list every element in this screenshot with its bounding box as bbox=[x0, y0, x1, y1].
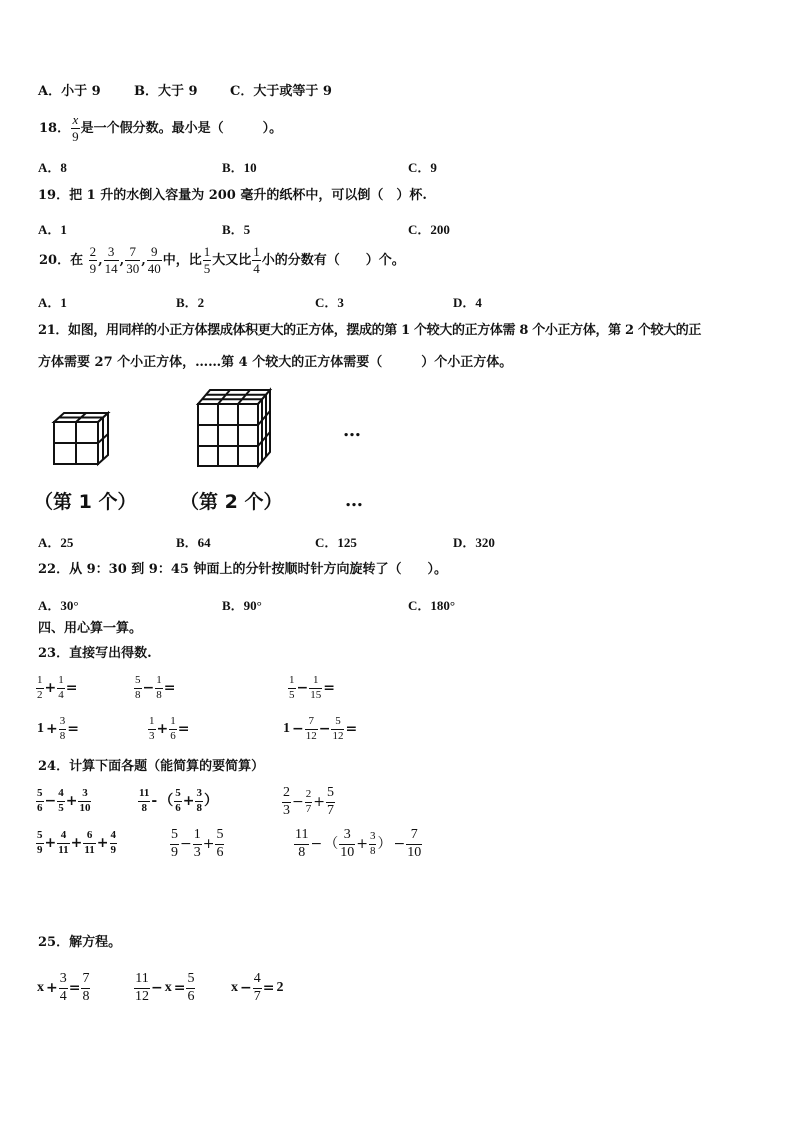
q23-expr-3: $\frac{1}{5}$ − $\frac{1}{15}$ = bbox=[289, 674, 335, 701]
fraction: $\frac{7}{10}$ bbox=[407, 827, 422, 860]
figure-label-2: （第 2 个） bbox=[180, 491, 283, 513]
q24-expr-2: $\frac{11}{8}$ - （ $\frac{5}{6}$ + $\frac{3}{8}$ ） bbox=[139, 787, 218, 814]
q24-expr-4: $\frac{5}{9}$ + $\frac{4}{11}$ + $\frac{6}{11}$ + $\frac{4}{9}$ bbox=[37, 829, 117, 856]
fraction: $\frac{7}{8}$ bbox=[82, 971, 90, 1004]
q21-option-d: D．320 bbox=[453, 535, 495, 550]
q23-expr-6: 1 − $\frac{7}{12}$ − $\frac{5}{12}$ = bbox=[283, 715, 358, 742]
fraction: $\frac{3}{8}$ bbox=[59, 715, 66, 742]
q19-question: 19．把 1 升的水倒入容量为 200 毫升的纸杯中，可以倒（ ）杯. bbox=[38, 188, 427, 203]
q22-option-a: A．30° bbox=[38, 598, 79, 613]
q18-option-c: C．9 bbox=[408, 160, 437, 175]
fraction: $\frac{11}{8}$ bbox=[139, 787, 150, 814]
fraction: $\frac{5}{9}$ bbox=[37, 829, 43, 856]
q20-option-a: A．1 bbox=[38, 295, 67, 310]
q22-question: 22．从 9：30 到 9：45 钟面上的分针按顺时针方向旋转了（ ）。 bbox=[38, 562, 447, 577]
fraction: $\frac{1}{5}$ bbox=[289, 674, 295, 701]
q23-title: 23．直接写出得数. bbox=[38, 646, 152, 661]
fraction: $\frac{1}{4}$ bbox=[58, 674, 64, 701]
fraction: $\frac{2}{3}$ bbox=[283, 785, 290, 818]
fraction: $\frac{1}{15}$ bbox=[310, 674, 322, 701]
q21-question-line1: 21．如图，用同样的小正方体摆成体积更大的正方体，摆成的第 1 个较大的正方体需 8 个小正方体，第 2 个较大的正 bbox=[38, 323, 702, 338]
fraction: $\frac{9}{40}$ bbox=[147, 244, 161, 276]
fraction: $\frac{6}{11}$ bbox=[84, 829, 95, 856]
q21-question-line2: 方体需要 27 个小正方体，……第 4 个较大的正方体需要（ ）个小正方体。 bbox=[38, 355, 513, 370]
q24-title: 24．计算下面各题（能简算的要简算） bbox=[38, 759, 265, 774]
figure-ellipsis-bottom: … bbox=[345, 490, 363, 511]
figure-ellipsis-top: … bbox=[343, 420, 361, 441]
q22-option-b: B．90° bbox=[222, 598, 262, 613]
q18-option-b: B．10 bbox=[222, 160, 257, 175]
fraction: $\frac{5}{12}$ bbox=[332, 715, 344, 742]
section-heading: 四、用心算一算。 bbox=[38, 621, 143, 636]
q25-equation-1: x + $\frac{3}{4}$ = $\frac{7}{8}$ bbox=[37, 971, 90, 1004]
fraction: $\frac{11}{12}$ bbox=[135, 971, 149, 1004]
fraction: $\frac{5}{9}$ bbox=[171, 827, 178, 860]
fraction: $\frac{5}{6}$ bbox=[175, 787, 181, 814]
q23-expr-2: $\frac{5}{8}$ − $\frac{1}{8}$ = bbox=[135, 674, 176, 701]
q20-option-c: C．3 bbox=[315, 295, 344, 310]
q20-option-d: D．4 bbox=[453, 295, 482, 310]
q18-number: 18． bbox=[39, 120, 71, 136]
fraction: $\frac{1}{8}$ bbox=[156, 674, 162, 701]
q17-option-a: A．小于 9 bbox=[38, 84, 101, 99]
fraction: $\frac{3}{8}$ bbox=[196, 787, 202, 814]
fraction: $\frac{7}{12}$ bbox=[305, 715, 317, 742]
q17-option-c: C．大于或等于 9 bbox=[230, 84, 332, 99]
fraction: $\frac{1}{2}$ bbox=[37, 674, 43, 701]
fraction: $\frac{4}{11}$ bbox=[58, 829, 69, 856]
fraction: $\frac{x}{9}$ bbox=[72, 112, 79, 144]
q24-expr-6: $\frac{11}{8}$ − （ $\frac{3}{10}$ + $\frac{3}{8}$ ） − $\frac{7}{10}$ bbox=[295, 827, 422, 860]
q20-question: 20．在 $\frac{2}{9}$ , $\frac{3}{14}$ , $\frac{7}{30}$ , $\frac{9}{40}$ 中，比 $\frac{1}{5}$ 大又比 $\frac{1}{4}$ 小的分数有（ ）个。 bbox=[39, 244, 405, 276]
q18-text: 是一个假分数。最小是（ ）。 bbox=[80, 120, 283, 136]
fraction: $\frac{5}{6}$ bbox=[187, 971, 195, 1004]
fraction: $\frac{5}{6}$ bbox=[37, 787, 43, 814]
fraction: $\frac{4}{7}$ bbox=[253, 971, 261, 1004]
fraction: $\frac{1}{5}$ bbox=[203, 244, 211, 276]
fraction: $\frac{4}{9}$ bbox=[110, 829, 117, 856]
q21-option-a: A．25 bbox=[38, 535, 74, 550]
fraction: $\frac{3}{10}$ bbox=[340, 827, 355, 860]
q18-option-a: A．8 bbox=[38, 160, 67, 175]
q23-expr-5: $\frac{1}{3}$ + $\frac{1}{6}$ = bbox=[149, 715, 190, 742]
q20-number: 20．在 bbox=[39, 252, 84, 268]
q24-expr-1: $\frac{5}{6}$ − $\frac{4}{5}$ + $\frac{3}{10}$ bbox=[37, 787, 91, 814]
fraction: $\frac{1}{3}$ bbox=[149, 715, 155, 742]
fraction: $\frac{2}{9}$ bbox=[89, 244, 97, 276]
fraction: $\frac{5}{8}$ bbox=[135, 674, 141, 701]
fraction: $\frac{1}{3}$ bbox=[193, 827, 201, 860]
q25-equation-2: $\frac{11}{12}$ − x = $\frac{5}{6}$ bbox=[135, 971, 195, 1004]
q23-expr-4: 1 + $\frac{3}{8}$ = bbox=[37, 715, 79, 742]
q18-question bbox=[38, 113, 283, 143]
fraction: $\frac{7}{30}$ bbox=[126, 244, 140, 276]
fraction: $\frac{4}{5}$ bbox=[58, 787, 64, 814]
q23-expr-1: $\frac{1}{2}$ + $\frac{1}{4}$ = bbox=[37, 674, 78, 701]
fraction: $\frac{5}{6}$ bbox=[216, 827, 224, 860]
q24-expr-3: $\frac{2}{3}$ − $\frac{2}{7}$ + $\frac{5}{7}$ bbox=[283, 785, 334, 818]
q19-option-b: B．5 bbox=[222, 222, 251, 237]
q19-option-a: A．1 bbox=[38, 222, 67, 237]
fraction: $\frac{2}{7}$ bbox=[305, 788, 312, 815]
fraction: $\frac{1}{4}$ bbox=[253, 244, 260, 276]
fraction: $\frac{11}{8}$ bbox=[295, 827, 309, 860]
fraction: $\frac{3}{14}$ bbox=[104, 244, 118, 276]
q21-option-c: C．125 bbox=[315, 535, 357, 550]
cube-figure-2 bbox=[192, 386, 276, 470]
fraction: $\frac{1}{6}$ bbox=[170, 715, 176, 742]
q25-equation-3: x − $\frac{4}{7}$ = 2 bbox=[231, 971, 284, 1004]
fraction: $\frac{5}{7}$ bbox=[326, 785, 334, 818]
q20-option-b: B．2 bbox=[176, 295, 205, 310]
fraction: $\frac{3}{8}$ bbox=[369, 830, 376, 857]
fraction: $\frac{3}{10}$ bbox=[79, 787, 91, 814]
q25-title: 25．解方程。 bbox=[38, 935, 122, 950]
cube-figure-1 bbox=[50, 410, 112, 468]
q22-option-c: C．180° bbox=[408, 598, 456, 613]
q24-expr-5: $\frac{5}{9}$ − $\frac{1}{3}$ + $\frac{5}{6}$ bbox=[171, 827, 224, 860]
q19-option-c: C．200 bbox=[408, 222, 450, 237]
fraction: $\frac{3}{4}$ bbox=[59, 971, 67, 1004]
q21-option-b: B．64 bbox=[176, 535, 211, 550]
figure-label-1: （第 1 个） bbox=[34, 491, 137, 513]
q17-option-b: B．大于 9 bbox=[134, 84, 198, 99]
